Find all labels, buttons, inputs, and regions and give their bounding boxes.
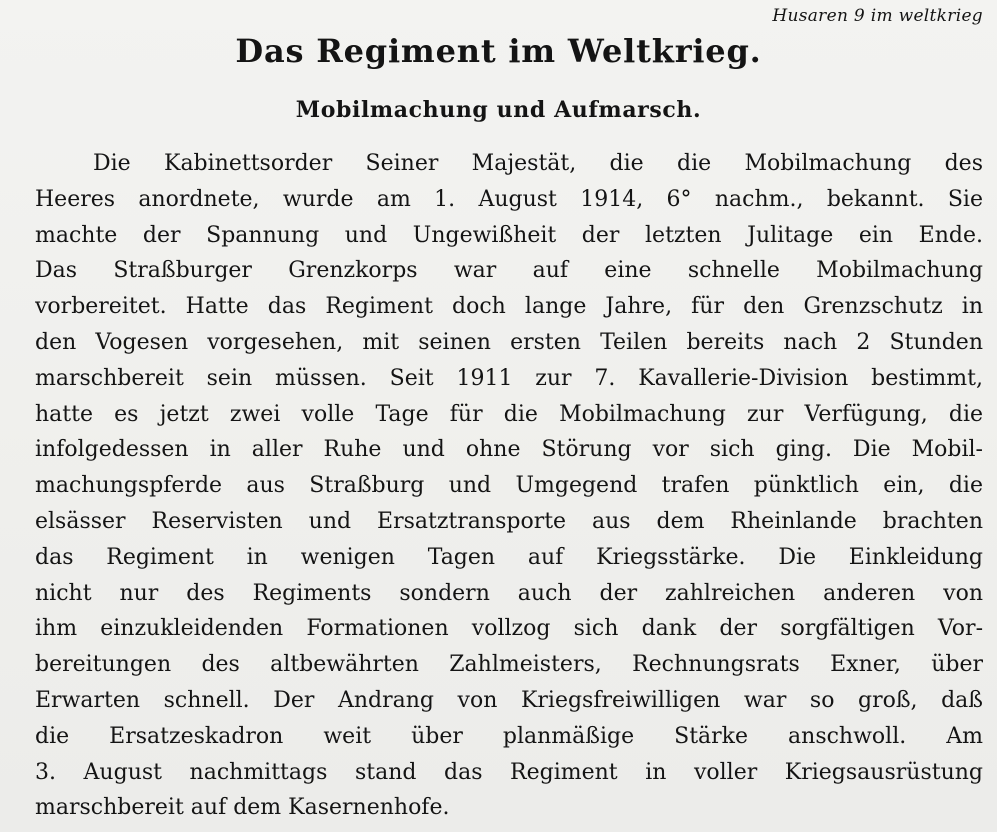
- text-line: vorbereitet. Hatte das Regiment doch lange Jahre, für den Grenzschutz in: [35, 294, 983, 320]
- text-line: hatte es jetzt zwei volle Tage für die Mobilmachung zur Verfügung, die: [35, 401, 983, 427]
- text-line: ihm einzukleidenden Formationen vollzog sich dank der sorgfältigen Vor-: [35, 616, 983, 642]
- chapter-title: Das Regiment im Weltkrieg.: [235, 32, 762, 70]
- text-line: Das Straßburger Grenzkorps war auf eine schnelle Mobilmachung: [35, 258, 983, 284]
- text-line: den Vogesen vorgesehen, mit seinen ersten Teilen bereits nach 2 Stunden: [35, 329, 983, 355]
- text-line: nicht nur des Regiments sondern auch der zahlreichen anderen von: [35, 580, 983, 606]
- text-line: marschbereit sein müssen. Seit 1911 zur 7. Kavallerie-Division bestimmt,: [35, 365, 983, 391]
- text-line: elsässer Reservisten und Ersatztransporte aus dem Rheinlande brachten: [35, 508, 983, 534]
- text-line: marschbereit auf dem Kasernenhofe.: [35, 795, 450, 821]
- body-paragraph: [35, 146, 983, 826]
- text-line: bereitungen des altbewährten Zahlmeisters, Rechnungsrats Exner, über: [35, 652, 983, 678]
- text-line: die Ersatzeskadron weit über planmäßige Stärke anschwoll. Am: [35, 723, 983, 749]
- running-head: Husaren 9 im weltkrieg: [772, 6, 983, 26]
- text-line: das Regiment in wenigen Tagen auf Kriegsstärke. Die Einkleidung: [35, 544, 983, 570]
- text-line: infolgedessen in aller Ruhe und ohne Störung vor sich ging. Die Mobil-: [35, 437, 983, 463]
- text-line: 3. August nachmittags stand das Regiment in voller Kriegsausrüstung: [35, 759, 983, 785]
- text-line: Heeres anordnete, wurde am 1. August 1914, 6° nachm., bekannt. Sie: [35, 186, 983, 212]
- section-title: Mobilmachung und Aufmarsch.: [295, 97, 702, 123]
- text-line: Erwarten schnell. Der Andrang von Kriegsfreiwilligen war so groß, daß: [35, 687, 983, 713]
- text-line: machte der Spannung und Ungewißheit der letzten Julitage ein Ende.: [35, 222, 983, 248]
- text-line: Die Kabinettsorder Seiner Majestät, die die Mobilmachung des: [93, 151, 983, 176]
- text-line: machungspferde aus Straßburg und Umgegend trafen pünktlich ein, die: [35, 473, 983, 499]
